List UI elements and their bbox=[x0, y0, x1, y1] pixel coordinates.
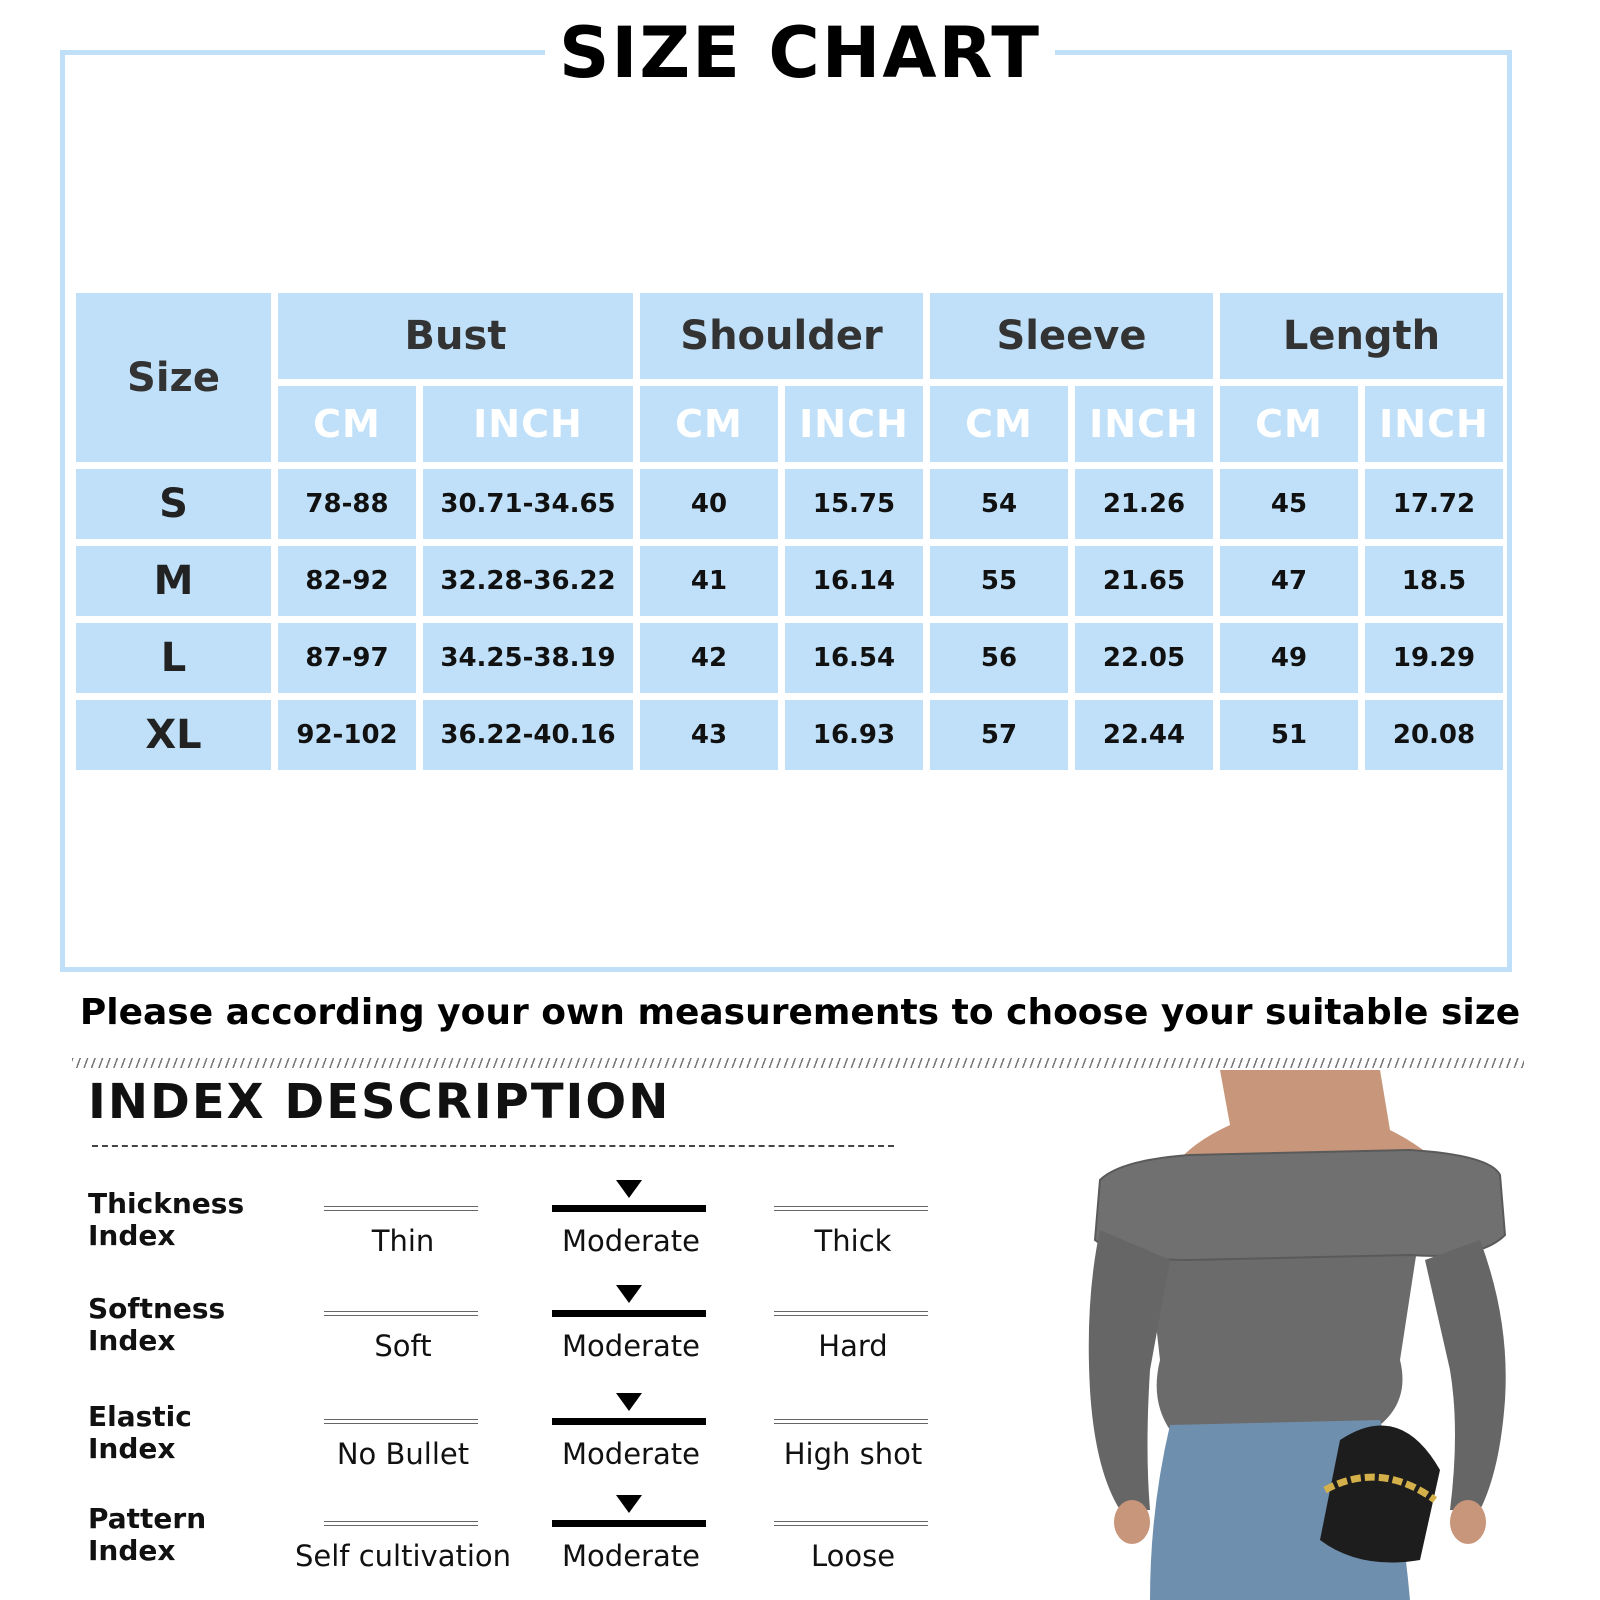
value-cell: 55 bbox=[930, 546, 1068, 616]
option-label: Moderate bbox=[562, 1437, 700, 1471]
value-cell: 21.65 bbox=[1075, 546, 1213, 616]
value-cell: 92-102 bbox=[278, 700, 416, 770]
value-cell: 15.75 bbox=[785, 469, 923, 539]
model-hand bbox=[1450, 1500, 1486, 1544]
value-cell: 16.14 bbox=[785, 546, 923, 616]
garment-collar bbox=[1095, 1150, 1505, 1260]
selected-arrow-icon bbox=[616, 1393, 642, 1411]
index-label: Thickness Index bbox=[88, 1187, 245, 1252]
value-cell: 51 bbox=[1220, 700, 1358, 770]
value-cell: 43 bbox=[640, 700, 778, 770]
size-cell: S bbox=[76, 469, 271, 539]
size-chart-title: SIZE CHART bbox=[545, 12, 1055, 94]
scale-bar bbox=[774, 1206, 928, 1211]
value-cell: 45 bbox=[1220, 469, 1358, 539]
scale-bar bbox=[324, 1419, 478, 1424]
value-cell: 30.71-34.65 bbox=[423, 469, 633, 539]
value-cell: 82-92 bbox=[278, 546, 416, 616]
index-row bbox=[88, 1393, 928, 1488]
table-row bbox=[76, 546, 1503, 616]
index-row bbox=[88, 1495, 928, 1590]
value-cell: 40 bbox=[640, 469, 778, 539]
size-chart-title-wrap bbox=[0, 12, 1600, 94]
value-cell: 22.05 bbox=[1075, 623, 1213, 693]
value-cell: 18.5 bbox=[1365, 546, 1503, 616]
unit-header: INCH bbox=[1365, 386, 1503, 462]
value-cell: 49 bbox=[1220, 623, 1358, 693]
value-cell: 87-97 bbox=[278, 623, 416, 693]
group-header-sleeve: Sleeve bbox=[930, 293, 1213, 379]
table-row bbox=[76, 700, 1503, 770]
index-row bbox=[88, 1180, 928, 1275]
measurement-note: Please according your own measurements to choose your suitable size bbox=[79, 992, 1521, 1033]
unit-header: INCH bbox=[423, 386, 633, 462]
value-cell: 54 bbox=[930, 469, 1068, 539]
option-label: Moderate bbox=[562, 1539, 700, 1573]
value-cell: 16.93 bbox=[785, 700, 923, 770]
value-cell: 16.54 bbox=[785, 623, 923, 693]
option-label: Thick bbox=[814, 1224, 892, 1258]
table-row bbox=[76, 469, 1503, 539]
index-label: Softness Index bbox=[88, 1292, 226, 1357]
scale-bar bbox=[774, 1311, 928, 1316]
selected-arrow-icon bbox=[616, 1180, 642, 1198]
value-cell: 56 bbox=[930, 623, 1068, 693]
value-cell: 21.26 bbox=[1075, 469, 1213, 539]
size-header: Size bbox=[76, 293, 271, 462]
value-cell: 78-88 bbox=[278, 469, 416, 539]
value-cell: 57 bbox=[930, 700, 1068, 770]
scale-bar bbox=[552, 1520, 706, 1527]
unit-header: CM bbox=[930, 386, 1068, 462]
group-header-shoulder: Shoulder bbox=[640, 293, 923, 379]
selected-arrow-icon bbox=[616, 1285, 642, 1303]
unit-header: CM bbox=[1220, 386, 1358, 462]
unit-header: CM bbox=[278, 386, 416, 462]
index-title: INDEX DESCRIPTION bbox=[88, 1074, 671, 1130]
option-label: High shot bbox=[783, 1437, 923, 1471]
option-label: Hard bbox=[818, 1329, 888, 1363]
unit-header: CM bbox=[640, 386, 778, 462]
value-cell: 32.28-36.22 bbox=[423, 546, 633, 616]
scale-bar bbox=[552, 1418, 706, 1425]
size-cell: L bbox=[76, 623, 271, 693]
scale-bar bbox=[324, 1206, 478, 1211]
option-label: Moderate bbox=[562, 1329, 700, 1363]
unit-header: INCH bbox=[1075, 386, 1213, 462]
size-table bbox=[69, 286, 1510, 777]
scale-bar bbox=[552, 1310, 706, 1317]
value-cell: 42 bbox=[640, 623, 778, 693]
product-photo bbox=[1080, 1070, 1600, 1600]
scale-bar bbox=[774, 1419, 928, 1424]
option-label: Soft bbox=[374, 1329, 432, 1363]
value-cell: 41 bbox=[640, 546, 778, 616]
value-cell: 36.22-40.16 bbox=[423, 700, 633, 770]
group-header-length: Length bbox=[1220, 293, 1503, 379]
hatched-divider bbox=[72, 1058, 1524, 1068]
table-row bbox=[76, 623, 1503, 693]
model-hand bbox=[1114, 1500, 1150, 1544]
index-label: Pattern Index bbox=[88, 1502, 207, 1567]
value-cell: 22.44 bbox=[1075, 700, 1213, 770]
garment-left-sleeve bbox=[1089, 1230, 1170, 1510]
value-cell: 17.72 bbox=[1365, 469, 1503, 539]
scale-bar bbox=[324, 1311, 478, 1316]
value-cell: 20.08 bbox=[1365, 700, 1503, 770]
option-label: Self cultivation bbox=[294, 1539, 512, 1573]
group-header-bust: Bust bbox=[278, 293, 633, 379]
option-label: No Bullet bbox=[336, 1437, 470, 1471]
selected-arrow-icon bbox=[616, 1495, 642, 1513]
size-cell: M bbox=[76, 546, 271, 616]
index-row bbox=[88, 1285, 928, 1380]
option-label: Loose bbox=[810, 1539, 896, 1573]
option-label: Thin bbox=[371, 1224, 435, 1258]
scale-bar bbox=[552, 1205, 706, 1212]
value-cell: 19.29 bbox=[1365, 623, 1503, 693]
scale-bar bbox=[324, 1521, 478, 1526]
index-label: Elastic Index bbox=[88, 1400, 192, 1465]
size-cell: XL bbox=[76, 700, 271, 770]
unit-header: INCH bbox=[785, 386, 923, 462]
dashed-divider bbox=[92, 1145, 894, 1147]
value-cell: 34.25-38.19 bbox=[423, 623, 633, 693]
value-cell: 47 bbox=[1220, 546, 1358, 616]
scale-bar bbox=[774, 1521, 928, 1526]
option-label: Moderate bbox=[562, 1224, 700, 1258]
